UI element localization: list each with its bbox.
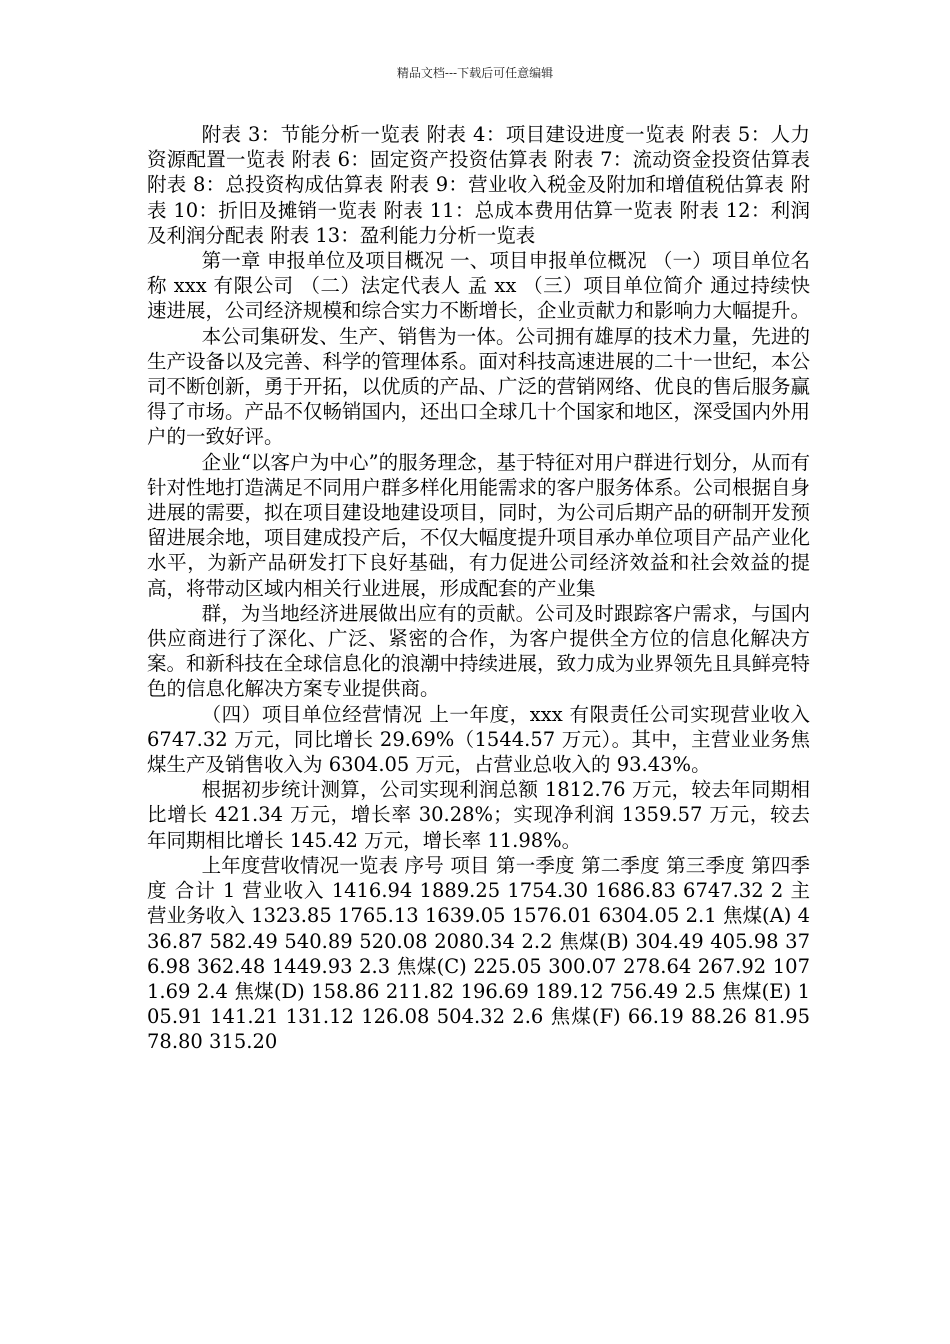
- revenue-table-text: 上年度营收情况一览表 序号 项目 第一季度 第二季度 第三季度 第四季度 合计 1 营业收入 1416.94 1889.25 1754.30 1686.83 6747.32 2 主营业务收入 1323.85 1765.13 1639.05 1576.01 6304.05 2.1 焦煤(A) 436.87 582.49 540.89 520.08 2080.34 2.2 焦煤(B) 304.49 405.98 376.98 362.48 1449.93 2.3 焦煤(C) 225.05 300.07 278.64 267.92 1071.69 2.4 焦煤(D) 158.86 211.82 196.69 189.12 756.49 2.5 焦煤(E) 105.91 141.21 131.12 126.08 504.32 2.6 焦煤(F) 66.19 88.26 81.95 78.80 315.20: [147, 853, 810, 1054]
- document-body: [147, 122, 810, 1055]
- appendix-list-paragraph: 附表 3：节能分析一览表 附表 4：项目建设进度一览表 附表 5：人力资源配置一览表 附表 6：固定资产投资估算表 附表 7：流动资金投资估算表 附表 8：总投资构成估算表 附表 9：营业收入税金及附加和增值税估算表 附表 10：折旧及摊销一览表 附表 11：总成本费用估算一览表 附表 12：利润及利润分配表 附表 13：盈利能力分析一览表: [147, 123, 810, 247]
- industry-cluster-paragraph: 群，为当地经济进展做出应有的贡献。公司及时跟踪客户需求，与国内供应商进行了深化、广泛、紧密的合作，为客户提供全方位的信息化解决方案。和新科技在全球信息化的浪潮中持续进展，致力成为业界领先且具鲜亮特色的信息化解决方案专业提供商。: [147, 601, 811, 701]
- profit-statistics-paragraph: 根据初步统计测算，公司实现利润总额 1812.76 万元，较去年同期相比增长 421.34 万元，增长率 30.28%；实现净利润 1359.57 万元，较去年同期相比增长 145.42 万元，增长率 11.98%。: [147, 778, 810, 852]
- service-concept-paragraph: 企业“以客户为中心”的服务理念，基于特征对用户群进行划分，从而有针对性地打造满足不同用户群多样化用能需求的客户服务体系。公司根据自身进展的需要，拟在项目建设地建设项目，同时，为公司后期产品的研制开发预留进展余地，项目建成投产后，不仅大幅度提升项目承办单位项目产品产业化水平，为新产品研发打下良好基础，有力促进公司经济效益和社会效益的提高，将带动区域内相关行业进展，形成配套的产业集: [147, 450, 811, 600]
- chapter-one-intro-paragraph: 第一章 申报单位及项目概况 一、项目申报单位概况 （一）项目单位名称 xxx 有限公司 （二）法定代表人 孟 xx （三）项目单位简介 通过持续快速进展，公司经济规模和综合实力不断增长，企业贡献力和影响力大幅提升。: [147, 249, 811, 323]
- page-header: 精品文档---下载后可任意编辑: [396, 66, 554, 80]
- company-profile-paragraph: 本公司集研发、生产、销售为一体。公司拥有雄厚的技术力量，先进的生产设备以及完善、科学的管理体系。面对科技高速进展的二十一世纪，本公司不断创新，勇于开拓，以优质的产品、广泛的营销网络、优良的售后服务赢得了市场。产品不仅畅销国内，还出口全球几十个国家和地区，深受国内外用户的一致好评。: [147, 324, 811, 449]
- operating-status-paragraph: （四）项目单位经营情况 上一年度，xxx 有限责任公司实现营业收入 6747.32 万元，同比增长 29.69%（1544.57 万元）。其中，主营业业务焦煤生产及销售收入为 6304.05 万元，占营业总收入的 93.43%。: [147, 702, 810, 777]
